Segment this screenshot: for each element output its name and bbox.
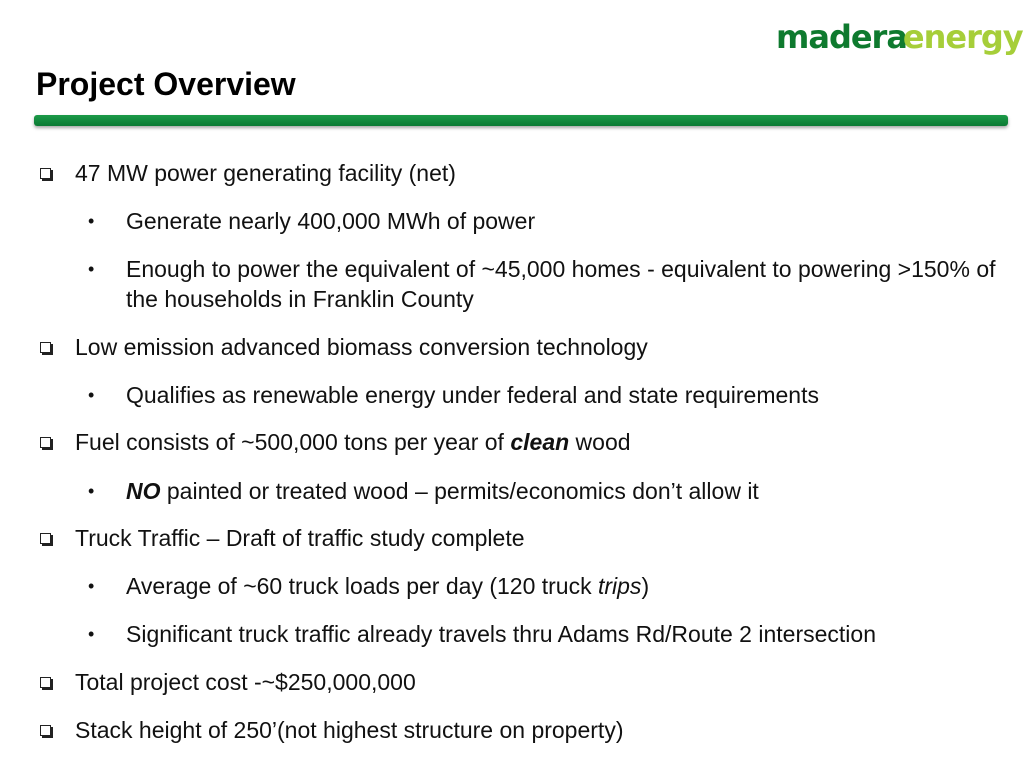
sub-bullet-text: Enough to power the equivalent of ~45,000 homes - equivalent to powering >150% of the households in Franklin County <box>126 256 996 312</box>
madera-energy-logo <box>776 8 1023 66</box>
bullet-text-part: wood <box>569 429 631 455</box>
title-divider <box>34 115 1008 126</box>
dot-bullet-icon: • <box>88 211 95 231</box>
logo-text-madera: madera <box>776 18 907 56</box>
square-bullet-icon <box>40 437 51 448</box>
emphasis-text: clean <box>510 429 570 455</box>
dot-bullet-icon: • <box>88 624 95 644</box>
sub-bullet-text-part: painted or treated wood – permits/economics don’t allow it <box>160 478 759 504</box>
sub-bullet-text: Qualifies as renewable energy under federal and state requirements <box>126 382 819 408</box>
slide-title: Project Overview <box>36 66 296 102</box>
bullet-text: 47 MW power generating facility (net) <box>75 160 456 186</box>
bullet-text: Total project cost -~$250,000,000 <box>75 669 416 695</box>
square-bullet-icon <box>40 342 51 353</box>
dot-bullet-icon: • <box>88 259 95 279</box>
sub-bullet-text <box>126 571 1006 601</box>
dot-bullet-icon: • <box>88 576 95 596</box>
sub-bullet-text-part: Average of ~60 truck loads per day (120 truck <box>126 573 598 599</box>
bullet-text <box>75 427 631 457</box>
square-bullet-icon <box>40 725 51 736</box>
square-bullet-icon <box>40 168 51 179</box>
sub-bullet-text: Generate nearly 400,000 MWh of power <box>126 208 536 234</box>
dot-bullet-icon: • <box>88 385 95 405</box>
bullet-text-part: Fuel consists of ~500,000 tons per year of <box>75 429 511 455</box>
dot-bullet-icon: • <box>88 481 95 501</box>
sub-bullet-text-part: ) <box>641 573 650 599</box>
logo-text-energy: energy <box>902 18 1023 56</box>
square-bullet-icon <box>40 533 51 544</box>
sub-bullet-text: Significant truck traffic already travels thru Adams Rd/Route 2 intersection <box>126 621 876 647</box>
bullet-text: Stack height of 250’(not highest structure on property) <box>75 717 624 743</box>
sub-bullet-text <box>126 476 1006 506</box>
emphasis-text: trips <box>597 573 642 599</box>
bullet-text: Low emission advanced biomass conversion technology <box>75 334 648 360</box>
bullet-text: Truck Traffic – Draft of traffic study complete <box>75 525 525 551</box>
emphasis-text: NO <box>126 478 161 504</box>
square-bullet-icon <box>40 677 51 688</box>
